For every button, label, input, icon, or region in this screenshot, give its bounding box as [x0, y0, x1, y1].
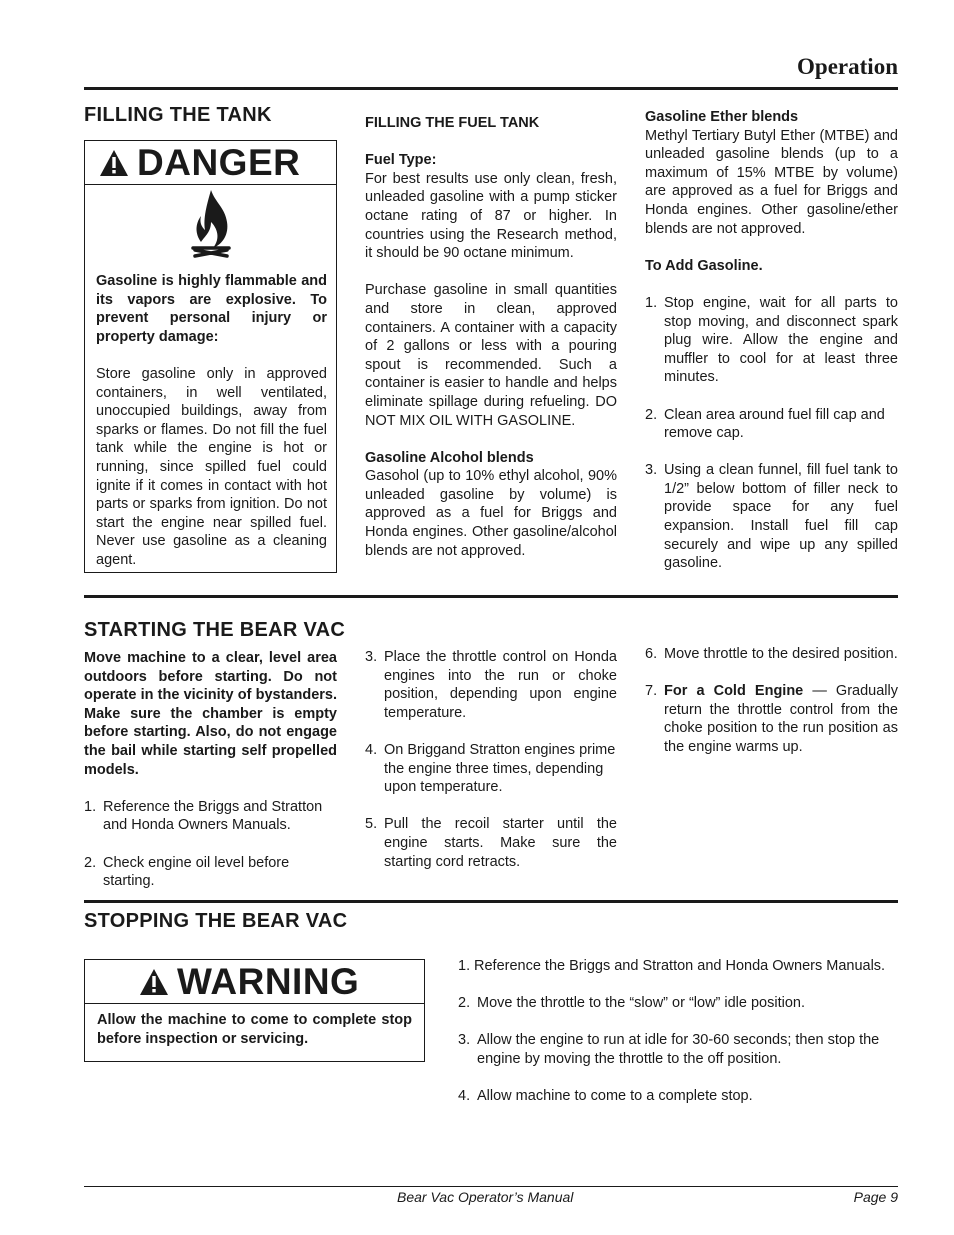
flame-icon: [85, 188, 336, 264]
list-item: 3. Place the throttle control on Honda engines into the run or choke position, depending upon engine temperature.: [365, 649, 617, 721]
starting-column-2: [365, 648, 617, 871]
page-number: Page 9: [853, 1189, 898, 1205]
fuel-heading: FILLING THE FUEL TANK: [365, 115, 540, 131]
danger-header: [85, 141, 336, 185]
add-gasoline-label: To Add Gasoline.: [645, 257, 763, 274]
warning-triangle-icon: [139, 968, 169, 996]
warning-signal-word: WARNING: [177, 960, 360, 1002]
list-item: 2. Check engine oil level before starting.: [84, 854, 290, 890]
starting-column-3: [645, 645, 898, 757]
list-item: 1. Stop engine, wait for all parts to stop moving, and disconnect spark plug wire. Allow the engine and muffler to cool for at least three minutes.: [645, 294, 898, 386]
list-item: 5. Pull the recoil starter until the engine starts. Make sure the starting cord retracts.: [365, 816, 617, 870]
list-item: 4. Allow machine to come to a complete stop.: [458, 1088, 753, 1105]
list-item: 1. Reference the Briggs and Stratton and Honda Owners Manuals.: [458, 958, 886, 974]
fuel-type-text: For best results use only clean, fresh, unleaded gasoline with a pump sticker octane rating of 87 or higher. In countries using the Research method, it should be 90 octane minimum.: [365, 170, 617, 262]
danger-box: [84, 140, 337, 573]
warning-text: Allow the machine to come to complete stop before inspection or servicing.: [97, 1012, 412, 1047]
list-item: 6. Move throttle to the desired position.: [645, 646, 898, 662]
warning-box: [84, 959, 425, 1062]
starting-column-1: [84, 649, 337, 891]
list-item: 3. Using a clean funnel, fill fuel tank to 1/2” below bottom of filler neck to provide space for any fuel expansion. Install fuel fill cap securely and wipe up any spilled gasoline.: [645, 462, 898, 572]
section-title: Operation: [797, 54, 898, 79]
footer-rule: [84, 1186, 898, 1187]
list-item: 3. Allow the engine to run at idle for 30-60 seconds; then stop the engine by moving the throttle to the off position.: [458, 1032, 880, 1067]
warning-header: [85, 960, 424, 1004]
ether-label: Gasoline Ether blends: [645, 109, 799, 125]
section-rule: [84, 900, 898, 903]
section-rule: [84, 595, 898, 598]
stopping-steps: [458, 957, 898, 1106]
danger-body-text: Store gasoline only in approved containers, in well ventilated, unoccupied buildings, away from sparks or flames. Do not fill the fuel tank while the engine is hot or running, since spilled fuel could ignite if it comes in contact with hot parts or sparks from ignition. Do not start the engine near spilled fuel. Never use gasoline as a cleaning agent.: [96, 365, 327, 568]
list-item: 4. On Briggand Stratton engines prime the engine three times, depending upon temperature.: [365, 741, 616, 796]
header-rule: [84, 87, 898, 90]
starting-title: STARTING THE BEAR VAC: [84, 619, 346, 641]
footer-manual-title: Bear Vac Operator’s Manual: [397, 1189, 574, 1205]
danger-warning-text: Gasoline is highly flammable and its vapors are explosive. To prevent personal injury or property damage:: [96, 273, 327, 345]
starting-intro: Move machine to a clear, level area outdoors before starting. Do not operate in the vicinity of bystanders. Make sure the chamber is empty before starting. Also, do not engage the bail while starting self propelled models.: [84, 650, 337, 778]
ether-text: Methyl Tertiary Butyl Ether (MTBE) and unleaded gasoline blends (up to a maximum of 15% MTBE by volume) are approved as a fuel for Briggs and Honda engines. Other gasoline/ether blends are not approved.: [645, 127, 898, 237]
list-item: 2. Clean area around fuel fill cap and remove cap.: [645, 406, 885, 442]
purchase-text: Purchase gasoline in small quantities and store in clean, approved containers. A container with a capacity of 2 gallons or less with a pouring spout is recommended. Such a container is easier to handle and helps eliminate spillage during refueling. DO NOT MIX OIL WITH GASOLINE.: [365, 282, 617, 429]
fuel-type-label: Fuel Type:: [365, 152, 437, 169]
cold-engine-label: For a Cold Engine: [664, 683, 804, 700]
ether-column: [645, 108, 898, 573]
danger-signal-word: DANGER: [137, 141, 301, 183]
list-item: 7. For a Cold Engine — Gradually return the throttle control from the choke position to the run position as the engine warms up.: [645, 683, 898, 755]
filling-title: FILLING THE TANK: [84, 104, 272, 126]
list-item: 2. Move the throttle to the “slow” or “low” idle position.: [458, 995, 805, 1012]
list-item: 1. Reference the Briggs and Stratton and Honda Owners Manuals.: [84, 798, 323, 834]
stopping-title: STOPPING THE BEAR VAC: [84, 910, 348, 932]
alcohol-text: Gasohol (up to 10% ethyl alcohol, 90% unleaded gasoline by volume) is approved as a fuel for Briggs and Honda engines. Other gasoline/alcohol blends are not approved.: [365, 468, 617, 559]
warning-triangle-icon: [99, 149, 129, 177]
fuel-column: [365, 114, 617, 560]
alcohol-label: Gasoline Alcohol blends: [365, 449, 534, 466]
